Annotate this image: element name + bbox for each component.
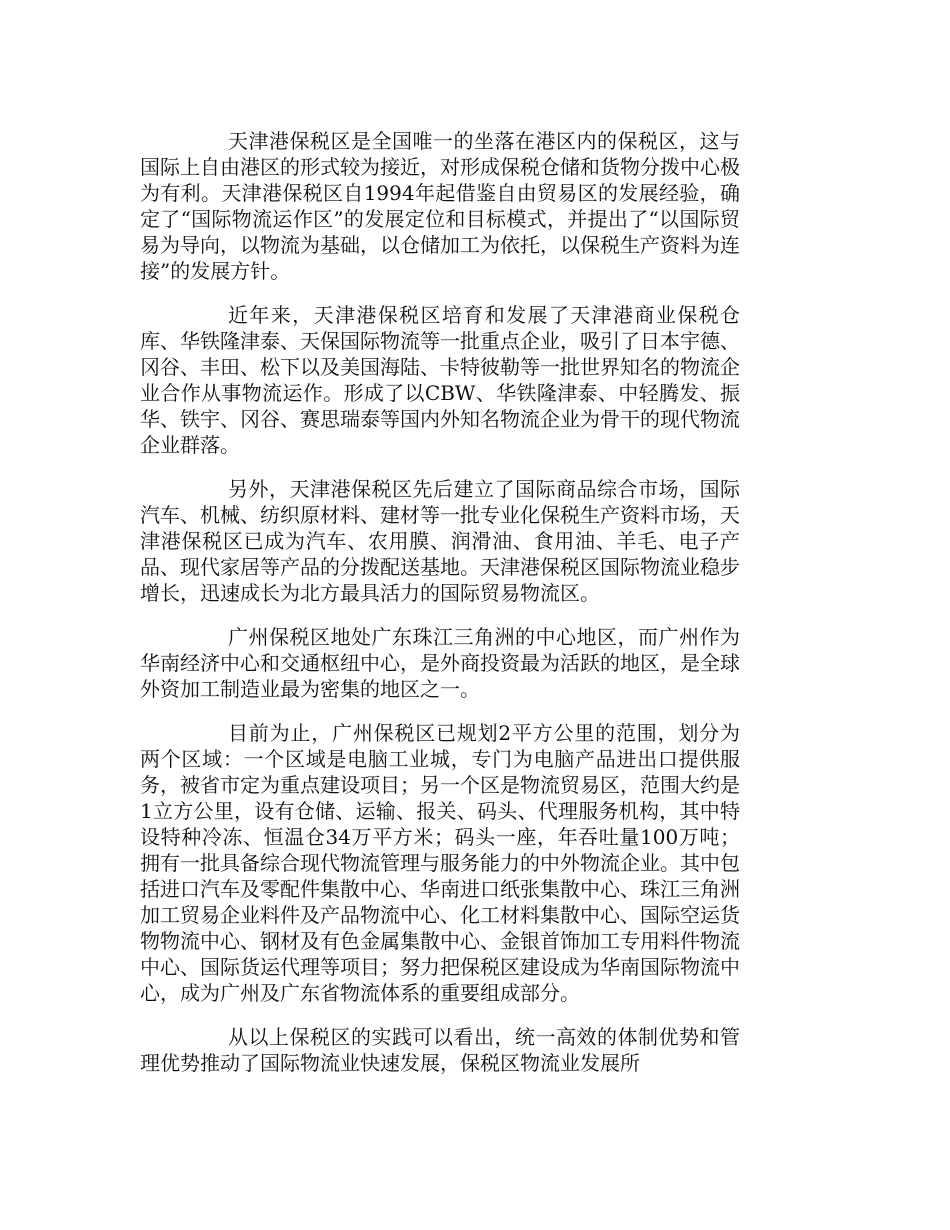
paragraph-conclusion: 从以上保税区的实践可以看出，统一高效的体制优势和管理优势推动了国际物流业快速发展，保税区物流业发展所	[140, 1025, 740, 1075]
document-body	[140, 128, 740, 1076]
paragraph-guangzhou-intro: 广州保税区地处广东珠江三角洲的中心地区，而广州作为华南经济中心和交通枢纽中心，是外商投资最为活跃的地区，是全球外资加工制造业最为密集的地区之一。	[140, 625, 740, 701]
paragraph-tianjin-enterprises: 近年来，天津港保税区培育和发展了天津港商业保税仓库、华铁隆津泰、天保国际物流等一批重点企业，吸引了日本宇德、冈谷、丰田、松下以及美国海陆、卡特彼勒等一批世界知名的物流企业合作从事物流运作。形成了以CBW、华铁隆津泰、中轻腾发、振华、铁宇、冈谷、赛思瑞泰等国内外知名物流企业为骨干的现代物流企业群落。	[140, 303, 740, 457]
paragraph-guangzhou-planning: 目前为止，广州保税区已规划2平方公里的范围，划分为两个区域：一个区域是电脑工业城，专门为电脑产品进出口提供服务，被省市定为重点建设项目；另一个区是物流贸易区，范围大约是1立方公里，设有仓储、运输、报关、码头、代理服务机构，其中特设特种冷冻、恒温仓34万平方米；码头一座，年吞吐量100万吨；拥有一批具备综合现代物流管理与服务能力的中外物流企业。其中包括进口汽车及零配件集散中心、华南进口纸张集散中心、珠江三角洲加工贸易企业料件及产品物流中心、化工材料集散中心、国际空运货物物流中心、钢材及有色金属集散中心、金银首饰加工专用料件物流中心、国际货运代理等项目；努力把保税区建设成为华南国际物流中心，成为广州及广东省物流体系的重要组成部分。	[140, 721, 740, 1005]
paragraph-tianjin-intro: 天津港保税区是全国唯一的坐落在港区内的保税区，这与国际上自由港区的形式较为接近，对形成保税仓储和货物分拨中心极为有利。天津港保税区自1994年起借鉴自由贸易区的发展经验，确定了“国际物流运作区”的发展定位和目标模式，并提出了“以国际贸易为导向，以物流为基础，以仓储加工为依托，以保税生产资料为连接”的发展方针。	[140, 129, 740, 283]
paragraph-tianjin-markets: 另外，天津港保税区先后建立了国际商品综合市场，国际汽车、机械、纺织原材料、建材等一批专业化保税生产资料市场，天津港保税区已成为汽车、农用膜、润滑油、食用油、羊毛、电子产品、现代家居等产品的分拨配送基地。天津港保税区国际物流业稳步增长，迅速成长为北方最具活力的国际贸易物流区。	[140, 477, 740, 605]
